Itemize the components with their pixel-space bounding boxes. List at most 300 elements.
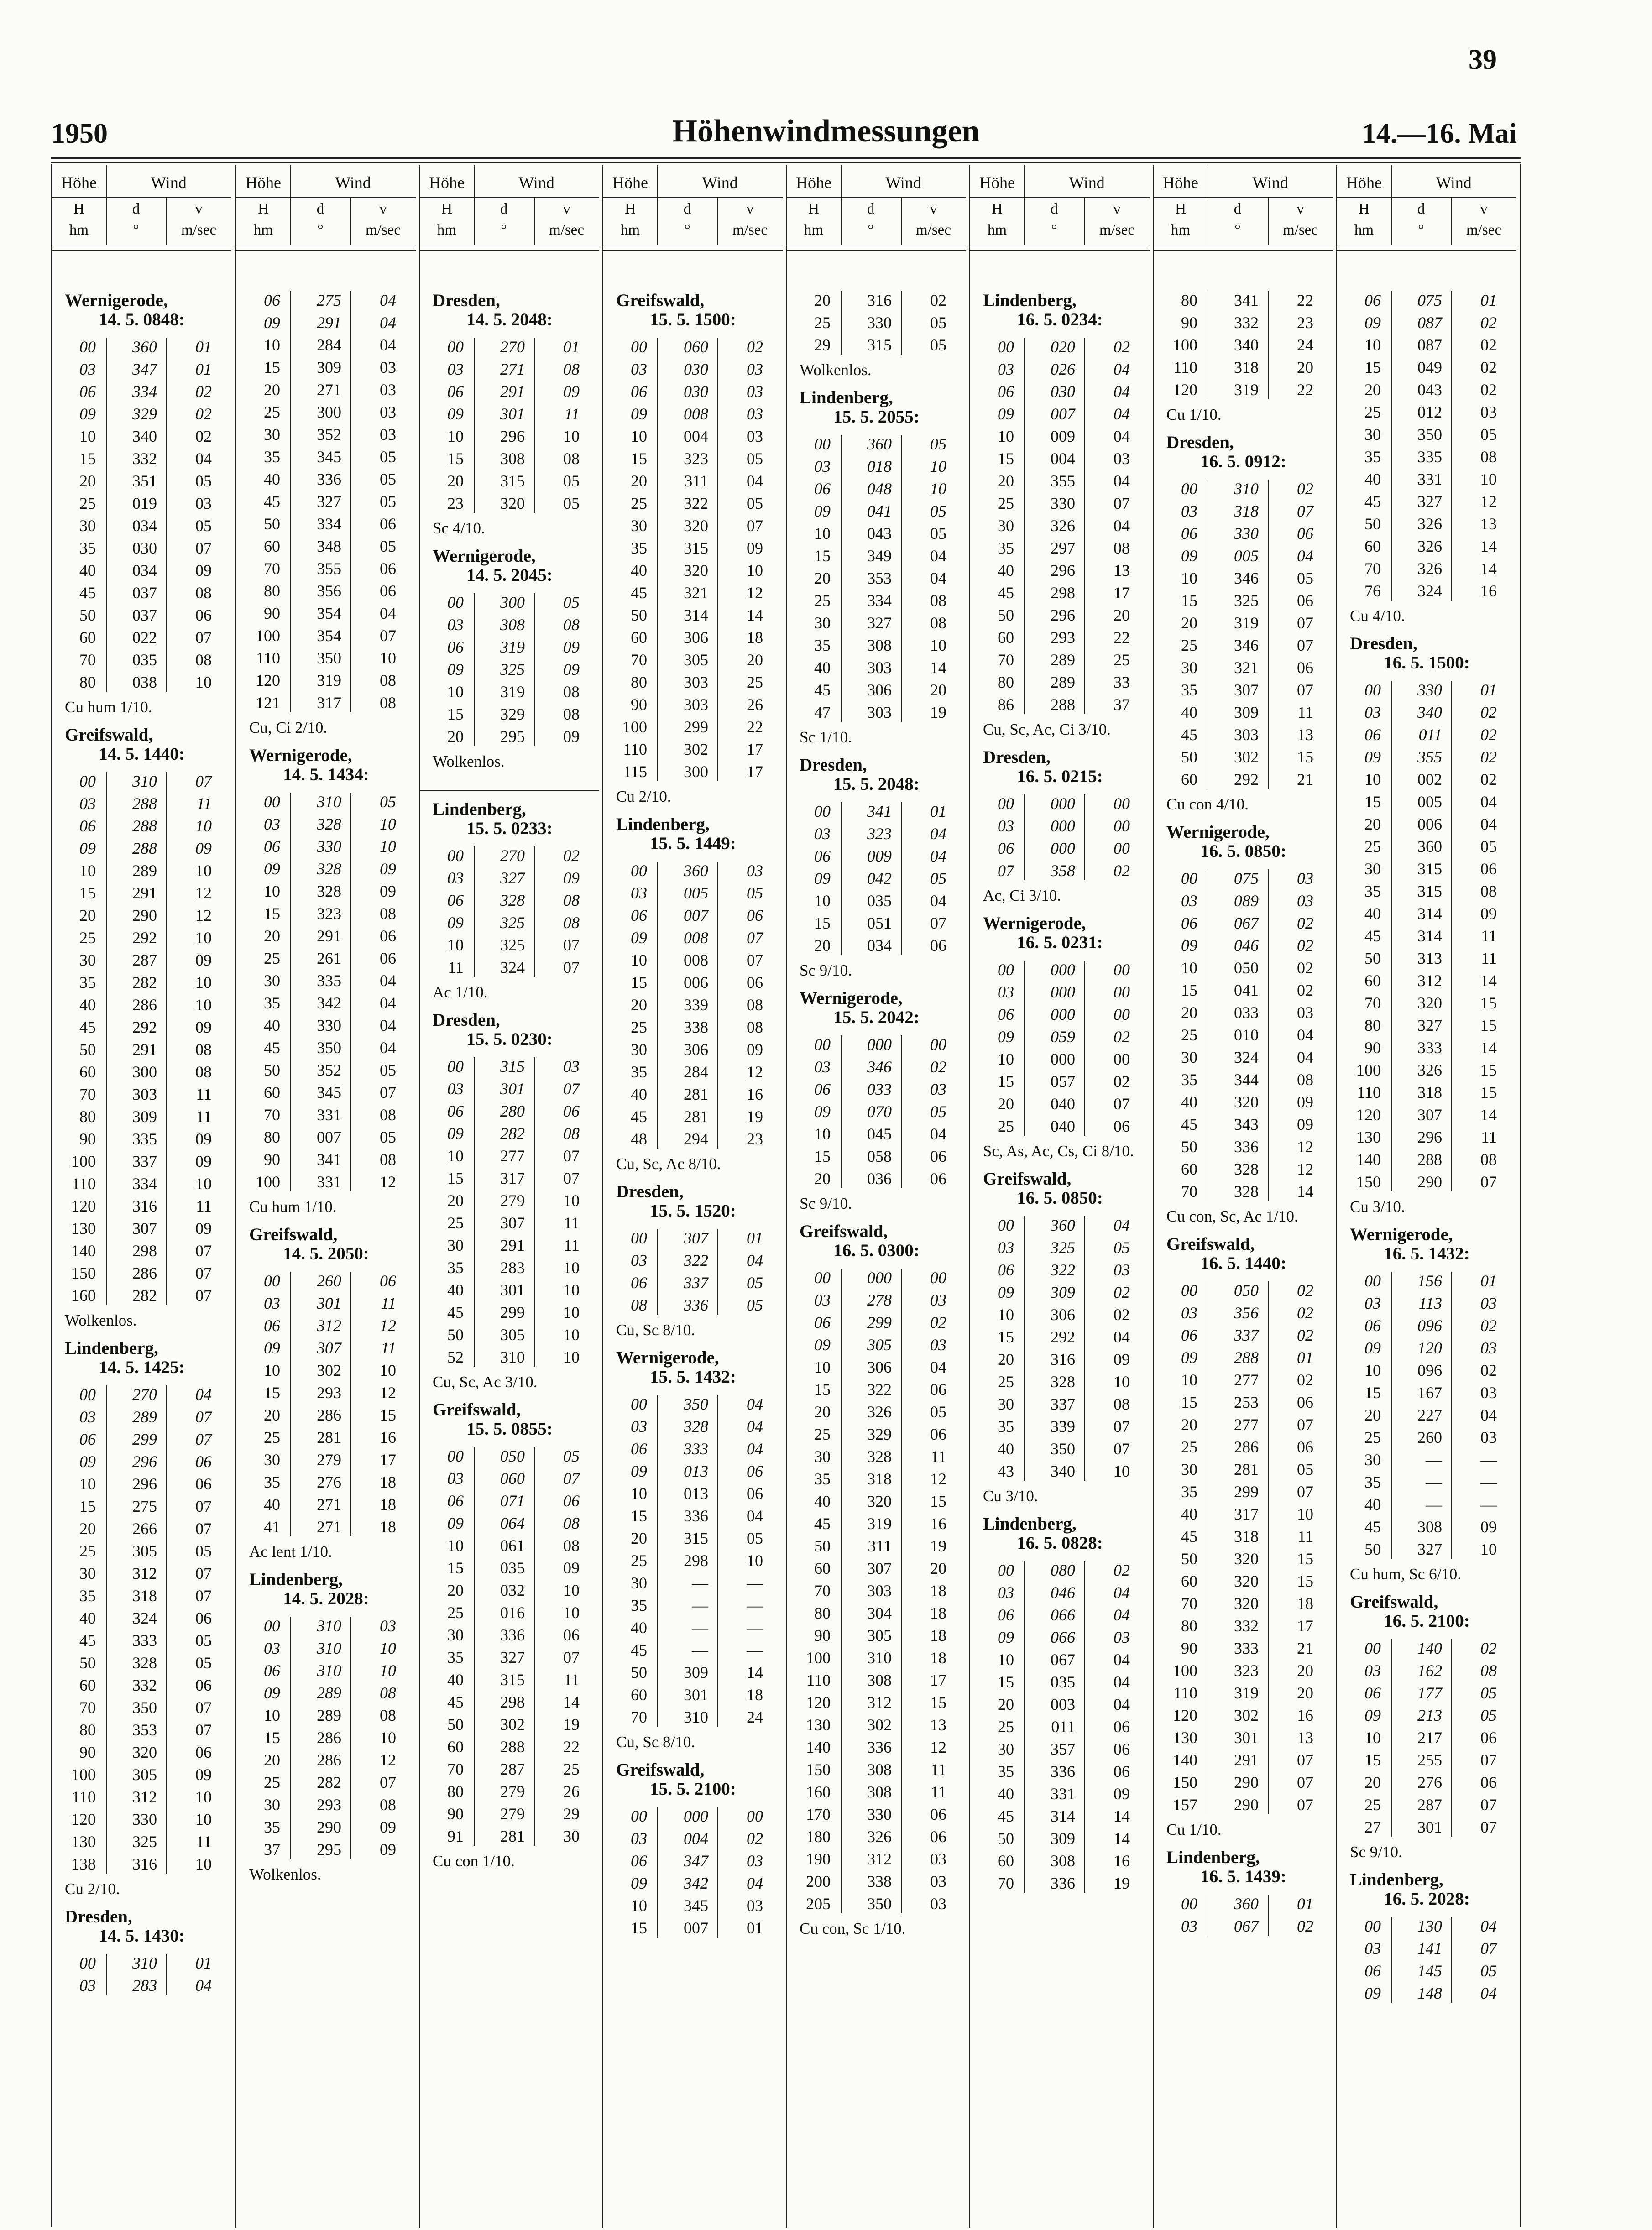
speed-value: 02 [1297, 1281, 1313, 1300]
height-value: 110 [623, 740, 647, 758]
direction-value: 289 [132, 862, 157, 880]
speed-value: 03 [1297, 869, 1313, 888]
table-row [52, 1697, 231, 1719]
height-value: 15 [447, 1559, 464, 1577]
wind-rows [787, 1034, 966, 1190]
speed-value: 04 [747, 1440, 763, 1458]
table-row [52, 358, 231, 381]
direction-value: 329 [132, 405, 157, 423]
height-header: Höhe [61, 173, 97, 192]
speed-value: 02 [747, 1829, 763, 1848]
table-row [52, 1285, 231, 1307]
height-value: 30 [1364, 1451, 1381, 1469]
direction-value: 330 [1051, 494, 1075, 512]
speed-value: 07 [930, 914, 946, 932]
direction-value: 307 [317, 1339, 341, 1357]
speed-value: 06 [195, 1743, 212, 1761]
speed-value: 11 [1481, 927, 1497, 945]
table-row [603, 1850, 783, 1872]
height-value: 09 [447, 1514, 464, 1532]
height-value: 80 [79, 1107, 96, 1126]
direction-value: 030 [684, 360, 708, 378]
height-value: 90 [79, 1743, 96, 1761]
table-row [970, 815, 1150, 837]
station-block [1337, 1593, 1516, 1862]
table-row [52, 793, 231, 815]
height-value: 35 [264, 1473, 280, 1491]
direction-value: 348 [317, 537, 341, 555]
speed-value: 07 [563, 1648, 580, 1666]
direction-value: 352 [317, 1061, 341, 1079]
height-value: 10 [79, 427, 96, 445]
table-row [787, 1602, 966, 1624]
speed-value: 04 [1297, 547, 1313, 565]
height-value: 45 [264, 1039, 280, 1057]
speed-value: 10 [195, 817, 212, 835]
table-row [236, 1426, 416, 1449]
direction-value: 308 [867, 1783, 892, 1801]
height-value: 10 [631, 1896, 647, 1915]
speed-value: 05 [380, 470, 396, 488]
table-row [1154, 545, 1333, 567]
direction-value: 043 [867, 524, 892, 543]
speed-value: 05 [195, 1654, 212, 1672]
speed-value: 02 [930, 1058, 946, 1076]
speed-value: 11 [1481, 949, 1497, 967]
speed-value: — [1480, 1473, 1497, 1491]
height-value: 20 [1181, 614, 1197, 632]
direction-value: 324 [1417, 582, 1442, 600]
height-value: 120 [806, 1693, 831, 1712]
height-value: 40 [1364, 904, 1381, 923]
table-row [1154, 478, 1333, 500]
direction-value: 303 [684, 695, 708, 714]
height-value: 60 [79, 628, 96, 647]
table-row [1337, 1494, 1516, 1516]
direction-value: 332 [1234, 313, 1259, 332]
speed-value: 18 [930, 1626, 946, 1645]
cloud-note: Cu hum 1/10. [65, 698, 152, 716]
table-row [970, 1805, 1150, 1828]
speed-value: 02 [747, 338, 763, 356]
table-row [52, 1741, 231, 1764]
speed-value: 04 [747, 1395, 763, 1413]
height-value: 15 [447, 1169, 464, 1187]
station-datetime: 14. 5. 1430: [99, 1926, 185, 1946]
table-row [1154, 701, 1333, 724]
h-header: H [992, 201, 1003, 217]
table-row [1337, 1171, 1516, 1193]
direction-value: 288 [132, 794, 157, 813]
height-value: 00 [631, 338, 647, 356]
direction-value: 275 [132, 1497, 157, 1515]
direction-value: 314 [684, 606, 708, 624]
height-value: 25 [79, 494, 96, 512]
direction-value: 270 [132, 1385, 157, 1404]
direction-value: 049 [1417, 358, 1442, 376]
unit-degree: ° [501, 222, 507, 238]
direction-value: 060 [684, 338, 708, 356]
height-value: 06 [1364, 1962, 1381, 1980]
speed-value: 12 [747, 584, 763, 602]
height-value: 15 [998, 1673, 1014, 1691]
speed-value: 09 [563, 660, 580, 679]
direction-value: 279 [317, 1451, 341, 1469]
speed-value: 04 [1297, 1026, 1313, 1044]
speed-value: 11 [1481, 1128, 1497, 1146]
table-row [420, 934, 599, 956]
speed-value: 10 [563, 1281, 580, 1299]
speed-value: 09 [195, 1765, 212, 1784]
direction-value: 337 [1234, 1326, 1259, 1344]
height-value: 00 [447, 338, 464, 356]
speed-header: v [195, 201, 203, 217]
height-value: 40 [631, 1085, 647, 1103]
station-block [970, 1170, 1150, 1506]
speed-value: 08 [380, 671, 396, 689]
speed-value: 06 [930, 936, 946, 955]
table-row [787, 1423, 966, 1446]
wind-header: Wind [1252, 173, 1288, 192]
speed-value: 05 [747, 449, 763, 468]
direction-value: 312 [867, 1850, 892, 1868]
station-datetime: 16. 5. 0234: [1017, 310, 1103, 329]
speed-value: 07 [1114, 1440, 1130, 1458]
h-header: H [808, 201, 819, 217]
speed-value: 10 [380, 1729, 396, 1747]
direction-value: 007 [684, 906, 708, 924]
table-row [236, 1682, 416, 1704]
height-value: 15 [1364, 358, 1381, 376]
station-name: Greifswald, [616, 291, 705, 310]
direction-value: 330 [867, 1805, 892, 1823]
height-value: 80 [79, 1721, 96, 1739]
table-row [1154, 1369, 1333, 1391]
table-row [1154, 1660, 1333, 1682]
direction-value: 336 [684, 1507, 708, 1525]
height-value: 80 [79, 673, 96, 691]
speed-value: 07 [195, 1497, 212, 1515]
speed-value: 07 [563, 958, 580, 977]
height-value: 138 [71, 1855, 96, 1873]
station-name: Lindenberg, [616, 815, 710, 834]
speed-value: 07 [380, 627, 396, 645]
direction-value: 308 [1051, 1852, 1075, 1870]
height-value: 10 [79, 1475, 96, 1493]
height-value: 40 [814, 1492, 831, 1510]
height-value: 03 [264, 1639, 280, 1657]
unit-msec: m/sec [1466, 222, 1501, 238]
table-row [1154, 1593, 1333, 1615]
direction-value: 287 [1417, 1796, 1442, 1814]
height-value: 03 [447, 1080, 464, 1098]
station-name: Dresden, [433, 291, 500, 310]
height-value: 03 [1181, 892, 1197, 910]
height-value: 15 [447, 449, 464, 468]
speed-value: 07 [195, 1242, 212, 1260]
direction-value: 356 [1234, 1304, 1259, 1322]
table-row [236, 423, 416, 446]
height-value: 15 [1364, 793, 1381, 811]
table-row [603, 403, 783, 425]
height-value: 15 [1181, 591, 1197, 610]
table-row [236, 791, 416, 813]
height-value: 20 [1364, 815, 1381, 833]
cloud-note: Wolkenlos. [433, 752, 505, 770]
table-row [603, 1550, 783, 1572]
header-rule [787, 250, 966, 251]
speed-value: 06 [930, 1425, 946, 1443]
speed-value: 08 [380, 1706, 396, 1724]
height-value: 06 [631, 1440, 647, 1458]
direction-value: 042 [867, 869, 892, 888]
direction-value: 141 [1417, 1939, 1442, 1958]
direction-value: 041 [867, 502, 892, 520]
direction-value: 317 [1234, 1505, 1259, 1523]
height-value: 03 [1364, 1939, 1381, 1958]
table-row [603, 994, 783, 1016]
wind-rows [970, 959, 1150, 1138]
table-row [52, 1106, 231, 1128]
table-row [970, 381, 1150, 403]
header-rule [1337, 197, 1516, 198]
speed-value: 33 [1114, 673, 1130, 691]
table-row [52, 1607, 231, 1629]
table-column [969, 165, 1150, 2228]
station-block [787, 756, 966, 981]
table-row [603, 1294, 783, 1316]
speed-value: 05 [1480, 837, 1497, 856]
table-row [970, 694, 1150, 716]
direction-value: 293 [1051, 628, 1075, 647]
height-value: 35 [631, 1063, 647, 1081]
direction-value: 340 [1417, 703, 1442, 721]
height-value: 06 [264, 1661, 280, 1680]
station-block [787, 989, 966, 1214]
table-row [236, 1615, 416, 1637]
table-row [236, 647, 416, 669]
speed-value: 04 [1114, 1583, 1130, 1602]
speed-value: 22 [1297, 381, 1313, 399]
speed-value: 04 [195, 449, 212, 468]
direction-value: 177 [1417, 1684, 1442, 1702]
height-value: 06 [631, 382, 647, 401]
height-value: 80 [264, 1128, 280, 1146]
direction-value: 309 [684, 1663, 708, 1682]
direction-value: 323 [317, 904, 341, 923]
direction-value: 318 [1234, 1527, 1259, 1546]
table-row [603, 1684, 783, 1706]
height-value: 29 [814, 336, 831, 354]
unit-hm: hm [620, 222, 640, 238]
height-value: 09 [998, 1028, 1014, 1046]
height-value: 35 [814, 636, 831, 654]
height-value: 20 [447, 1581, 464, 1599]
speed-value: 06 [380, 559, 396, 578]
speed-value: 05 [930, 869, 946, 888]
speed-value: 04 [1480, 1917, 1497, 1935]
wind-header: Wind [885, 173, 921, 192]
height-value: 06 [1364, 1684, 1381, 1702]
speed-value: 03 [1480, 1428, 1497, 1447]
direction-value: 350 [132, 1698, 157, 1717]
height-value: 60 [631, 628, 647, 647]
table-row [1337, 1270, 1516, 1292]
height-value: 80 [1364, 1016, 1381, 1034]
speed-value: 07 [380, 1773, 396, 1791]
direction-value: 311 [868, 1537, 892, 1555]
table-row [787, 1714, 966, 1736]
direction-value: 012 [1417, 403, 1442, 421]
speed-value: 06 [380, 1272, 396, 1290]
direction-value: 057 [1051, 1072, 1075, 1091]
table-row [420, 889, 599, 912]
table-row [787, 1034, 966, 1056]
table-row [420, 1190, 599, 1212]
table-row [787, 1736, 966, 1759]
direction-value: 041 [1234, 981, 1259, 999]
speed-value: 04 [195, 1976, 212, 1995]
table-row [787, 1513, 966, 1535]
height-value: 00 [1181, 1895, 1197, 1913]
column-body [236, 283, 416, 1885]
height-value: 10 [814, 1125, 831, 1143]
speed-value: 07 [195, 1520, 212, 1538]
station-datetime: 16. 5. 1500: [1384, 653, 1470, 673]
height-value: 06 [998, 839, 1014, 857]
speed-value: 06 [195, 1609, 212, 1627]
header-rule [1154, 250, 1333, 251]
direction-value: 330 [1234, 524, 1259, 543]
speed-value: 03 [747, 382, 763, 401]
speed-value: 11 [931, 1447, 946, 1466]
height-value: 30 [79, 517, 96, 535]
header-rule [603, 250, 783, 251]
height-value: 15 [998, 1072, 1014, 1091]
table-row [1154, 1637, 1333, 1660]
height-value: 20 [1181, 1003, 1197, 1022]
table-row [787, 1101, 966, 1123]
table-row [52, 425, 231, 448]
direction-value: 334 [132, 382, 157, 401]
speed-value: 00 [930, 1269, 946, 1287]
direction-value: 312 [867, 1693, 892, 1712]
station-block [603, 815, 783, 1174]
height-value: 09 [814, 1102, 831, 1121]
speed-value: 10 [1114, 1373, 1130, 1391]
speed-value: 24 [1297, 336, 1313, 354]
speed-value: 02 [1114, 1283, 1130, 1301]
height-value: 25 [631, 1018, 647, 1036]
direction-value: 277 [1234, 1371, 1259, 1389]
speed-value: 18 [747, 628, 763, 647]
direction-value: 035 [1051, 1673, 1075, 1691]
direction-value: 337 [684, 1274, 708, 1292]
wind-rows [970, 336, 1150, 716]
table-row [1337, 1337, 1516, 1359]
direction-value: 320 [1234, 1093, 1259, 1111]
height-value: 03 [814, 1291, 831, 1309]
speed-value: 02 [1480, 770, 1497, 789]
direction-value: 034 [132, 517, 157, 535]
direction-value: 307 [867, 1559, 892, 1577]
table-row [603, 927, 783, 949]
cloud-note: Cu, Sc 8/10. [616, 1321, 695, 1339]
direction-value: 000 [1051, 839, 1075, 857]
direction-value: 067 [1234, 914, 1259, 932]
direction-value: 327 [317, 492, 341, 511]
table-row [52, 1585, 231, 1607]
height-value: 25 [1364, 1796, 1381, 1814]
direction-value: 270 [500, 338, 525, 356]
speed-value: 12 [380, 1384, 396, 1402]
table-frame-right [1520, 164, 1521, 2227]
height-value: 06 [79, 817, 96, 835]
speed-value: 06 [563, 1626, 580, 1644]
table-row [1154, 1180, 1333, 1203]
direction-value: 336 [867, 1738, 892, 1756]
table-row [603, 425, 783, 448]
height-value: 20 [814, 291, 831, 309]
table-row [787, 1468, 966, 1490]
table-row [420, 703, 599, 726]
table-row [603, 1639, 783, 1661]
table-row [236, 379, 416, 401]
direction-value: 290 [1234, 1773, 1259, 1791]
speed-value: 10 [380, 837, 396, 856]
direction-value: 318 [1234, 358, 1259, 376]
table-row [1337, 1104, 1516, 1126]
direction-value: — [692, 1574, 708, 1592]
direction-value: 036 [867, 1170, 892, 1188]
direction-value: 328 [1234, 1160, 1259, 1178]
table-row [52, 1495, 231, 1518]
height-value: 120 [1173, 1706, 1197, 1724]
table-row [787, 1870, 966, 1893]
direction-value: 059 [1051, 1028, 1075, 1046]
speed-value: 19 [1114, 1874, 1130, 1892]
cloud-note: Cu, Sc, Ac 3/10. [433, 1373, 538, 1391]
speed-value: 05 [563, 494, 580, 512]
direction-value: 306 [867, 681, 892, 699]
direction-value: 319 [1234, 614, 1259, 632]
height-value: 00 [998, 961, 1014, 979]
height-value: 80 [447, 1782, 464, 1801]
table-row [1337, 446, 1516, 468]
speed-value: 07 [1297, 1796, 1313, 1814]
direction-value: 315 [500, 1671, 525, 1689]
station-datetime: 15. 5. 2048: [833, 774, 920, 794]
height-value: 35 [264, 1818, 280, 1836]
direction-value: 303 [867, 1582, 892, 1600]
speed-header: v [1297, 201, 1304, 217]
table-row [236, 1704, 416, 1727]
speed-value: 06 [195, 1452, 212, 1471]
direction-value: 037 [132, 606, 157, 624]
table-row [787, 1490, 966, 1513]
station-name: Lindenberg, [433, 799, 526, 819]
height-value: 03 [814, 825, 831, 843]
speed-value: 02 [1480, 358, 1497, 376]
header-rule [970, 197, 1150, 198]
height-value: 40 [631, 1619, 647, 1637]
table-row [603, 1617, 783, 1639]
station-block [1154, 823, 1333, 1227]
unit-msec: m/sec [1099, 222, 1134, 238]
height-value: 20 [998, 1095, 1014, 1113]
table-row [52, 1195, 231, 1217]
direction-value: 309 [1234, 703, 1259, 721]
